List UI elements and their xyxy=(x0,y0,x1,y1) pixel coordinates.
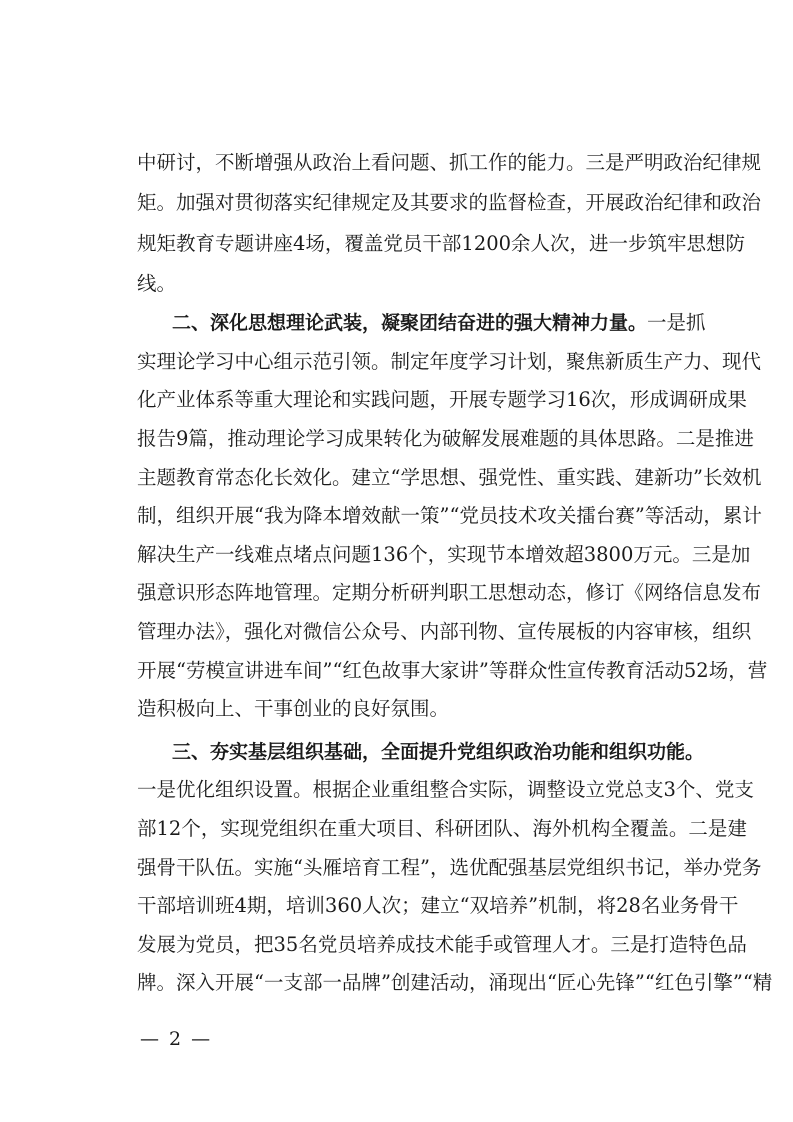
text-line: 矩。加强对贯彻落实纪律规定及其要求的监督检查，开展政治纪律和政治 xyxy=(137,191,762,215)
text-line: 造积极向上、干事创业的良好氛围。 xyxy=(137,697,450,721)
text-line: 线。 xyxy=(137,271,177,295)
paragraph-3 xyxy=(137,733,773,1003)
text-line: 管理办法》，强化对微信公众号、内部刊物、宣传展板的内容审核，组织 xyxy=(137,619,752,643)
document-body xyxy=(137,143,773,1003)
text-line: 主题教育常态化长效化。建立“学思想、强党性、重实践、建新功”长效机 xyxy=(137,465,762,489)
text-line: 干部培训班4期，培训360人次；建立“双培养”机制，将28名业务骨干 xyxy=(137,894,739,918)
page-number: — 2 — xyxy=(140,1028,213,1050)
text-line: 中研讨，不断增强从政治上看问题、抓工作的能力。三是严明政治纪律规 xyxy=(137,151,762,174)
section-heading-line xyxy=(137,733,705,772)
text-line: 化产业体系等重大理论和实践问题，开展专题学习16次，形成调研成果 xyxy=(137,388,747,412)
text-line: 部12个，实现党组织在重大项目、科研团队、海外机构全覆盖。二是建 xyxy=(137,816,747,840)
text-line: 报告9篇，推动理论学习成果转化为破解发展难题的具体思路。二是推进 xyxy=(137,426,754,450)
text-line: 强意识形态阵地管理。定期分析研判职工思想动态，修订《网络信息发布 xyxy=(137,581,762,605)
text-line: 解决生产一线难点堵点问题136个，实现节本增效超3800万元。三是加 xyxy=(137,542,751,566)
text-line: 制，组织开展“我为降本增效献一策”“党员技术攻关擂台赛”等活动，累计 xyxy=(137,504,762,528)
text-line: 规矩教育专题讲座4场，覆盖党员干部1200余人次，进一步筑牢思想防 xyxy=(137,231,746,255)
paragraph-2 xyxy=(137,304,768,729)
text-line: 发展为党员，把35名党员培养成技术能手或管理人才。三是打造特色品 xyxy=(137,932,747,956)
section-heading-2: 二、深化思想理论武装，凝聚团结奋进的强大精神力量。 xyxy=(172,312,648,335)
paragraph-1 xyxy=(137,143,762,304)
text-line: 牌。深入开展“一支部一品牌”创建活动，涌现出“匠心先锋”“红色引擎”“精 xyxy=(137,971,773,995)
text-line: 实理论学习中心组示范引领。制定年度学习计划，聚焦新质生产力、现代 xyxy=(137,349,762,373)
section-heading-line xyxy=(137,304,706,343)
section-heading-3: 三、夯实基层组织基础，全面提升党组织政治功能和组织功能。 xyxy=(172,740,705,763)
text-line: 一是优化组织设置。根据企业重组整合实际，调整设立党总支3个、党支 xyxy=(137,778,754,802)
text-segment: 一是抓 xyxy=(647,311,706,335)
text-line: 强骨干队伍。实施“头雁培育工程”，选优配强基层党组织书记，举办党务 xyxy=(137,855,762,879)
text-line: 开展“劳模宣讲进车间”“红色故事大家讲”等群众性宣传教育活动52场，营 xyxy=(137,658,768,682)
